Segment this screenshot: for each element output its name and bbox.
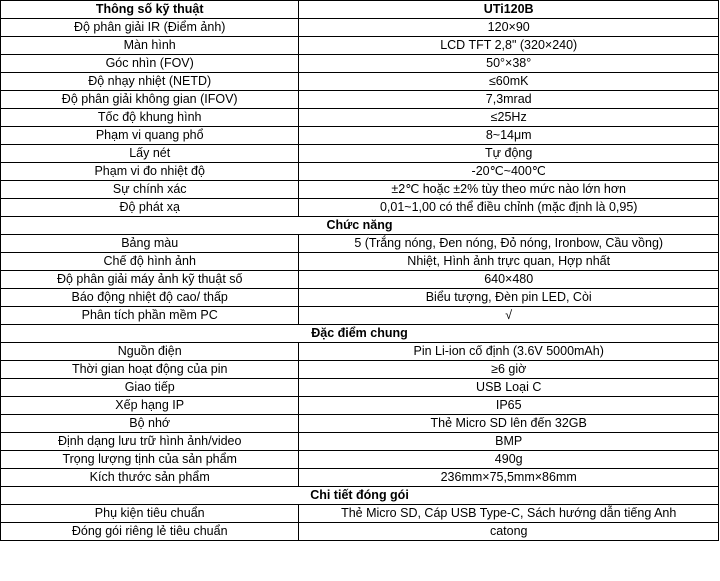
spec-value: 5 (Trắng nóng, Đen nóng, Đỏ nóng, Ironbow, Cầu vồng) xyxy=(299,235,719,253)
spec-label: Độ phân giải máy ảnh kỹ thuật số xyxy=(1,271,299,289)
header-model: UTi120B xyxy=(299,1,719,19)
spec-label: Màn hình xyxy=(1,37,299,55)
table-row xyxy=(1,451,719,469)
spec-value: 0,01~1,00 có thể điều chỉnh (mặc định là 0,95) xyxy=(299,199,719,217)
spec-label: Bảng màu xyxy=(1,235,299,253)
table-row xyxy=(1,37,719,55)
spec-label: Tốc độ khung hình xyxy=(1,109,299,127)
spec-value: 640×480 xyxy=(299,271,719,289)
spec-label: Định dạng lưu trữ hình ảnh/video xyxy=(1,433,299,451)
table-row xyxy=(1,235,719,253)
spec-label: Phạm vi quang phổ xyxy=(1,127,299,145)
table-row xyxy=(1,181,719,199)
spec-value: 490g xyxy=(299,451,719,469)
spec-value: ≤60mK xyxy=(299,73,719,91)
table-row xyxy=(1,19,719,37)
table-row xyxy=(1,505,719,523)
spec-value: BMP xyxy=(299,433,719,451)
section-title: Đặc điểm chung xyxy=(1,325,719,343)
spec-label: Giao tiếp xyxy=(1,379,299,397)
spec-label: Độ phân giải không gian (IFOV) xyxy=(1,91,299,109)
table-row xyxy=(1,307,719,325)
section-title: Chức năng xyxy=(1,217,719,235)
header-label: Thông số kỹ thuật xyxy=(1,1,299,19)
spec-value: 236mm×75,5mm×86mm xyxy=(299,469,719,487)
spec-value: Thẻ Micro SD, Cáp USB Type-C, Sách hướng dẫn tiếng Anh xyxy=(299,505,719,523)
spec-value: ≤25Hz xyxy=(299,109,719,127)
table-row xyxy=(1,361,719,379)
spec-value: 120×90 xyxy=(299,19,719,37)
spec-label: Đóng gói riêng lẻ tiêu chuẩn xyxy=(1,523,299,541)
spec-label: Thời gian hoạt động của pin xyxy=(1,361,299,379)
spec-label: Phụ kiện tiêu chuẩn xyxy=(1,505,299,523)
spec-label: Kích thước sản phẩm xyxy=(1,469,299,487)
section-header-row xyxy=(1,217,719,235)
spec-value: 8~14μm xyxy=(299,127,719,145)
table-row xyxy=(1,55,719,73)
section-title: Chi tiết đóng gói xyxy=(1,487,719,505)
spec-label: Phạm vi đo nhiệt độ xyxy=(1,163,299,181)
spec-value: 50°×38° xyxy=(299,55,719,73)
section-header-row xyxy=(1,325,719,343)
spec-value: ≥6 giờ xyxy=(299,361,719,379)
table-row xyxy=(1,397,719,415)
spec-label: Sự chính xác xyxy=(1,181,299,199)
table-row xyxy=(1,253,719,271)
table-row xyxy=(1,109,719,127)
spec-value: 7,3mrad xyxy=(299,91,719,109)
spec-label: Chế độ hình ảnh xyxy=(1,253,299,271)
spec-label: Độ phân giải IR (Điểm ảnh) xyxy=(1,19,299,37)
spec-label: Độ nhạy nhiệt (NETD) xyxy=(1,73,299,91)
spec-table-body xyxy=(1,1,719,541)
table-row xyxy=(1,379,719,397)
spec-label: Xếp hạng IP xyxy=(1,397,299,415)
table-row xyxy=(1,289,719,307)
spec-value: ±2℃ hoặc ±2% tùy theo mức nào lớn hơn xyxy=(299,181,719,199)
table-row xyxy=(1,73,719,91)
spec-value: Nhiệt, Hình ảnh trực quan, Hợp nhất xyxy=(299,253,719,271)
header-row xyxy=(1,1,719,19)
spec-label: Nguồn điện xyxy=(1,343,299,361)
spec-label: Góc nhìn (FOV) xyxy=(1,55,299,73)
spec-label: Độ phát xạ xyxy=(1,199,299,217)
table-row xyxy=(1,199,719,217)
spec-value: Pin Li-ion cố định (3.6V 5000mAh) xyxy=(299,343,719,361)
table-row xyxy=(1,433,719,451)
spec-value: LCD TFT 2,8" (320×240) xyxy=(299,37,719,55)
table-row xyxy=(1,271,719,289)
table-row xyxy=(1,91,719,109)
spec-value: catong xyxy=(299,523,719,541)
table-row xyxy=(1,343,719,361)
section-header-row xyxy=(1,487,719,505)
spec-value: IP65 xyxy=(299,397,719,415)
spec-value: Biểu tượng, Đèn pin LED, Còi xyxy=(299,289,719,307)
spec-label: Trọng lượng tịnh của sản phẩm xyxy=(1,451,299,469)
spec-label: Lấy nét xyxy=(1,145,299,163)
table-row xyxy=(1,469,719,487)
table-row xyxy=(1,415,719,433)
table-row xyxy=(1,145,719,163)
spec-value: Tự động xyxy=(299,145,719,163)
spec-label: Bộ nhớ xyxy=(1,415,299,433)
spec-value: √ xyxy=(299,307,719,325)
spec-label: Phân tích phần mềm PC xyxy=(1,307,299,325)
table-row xyxy=(1,127,719,145)
spec-value: Thẻ Micro SD lên đến 32GB xyxy=(299,415,719,433)
table-row xyxy=(1,163,719,181)
spec-value: -20℃~400℃ xyxy=(299,163,719,181)
spec-value: USB Loại C xyxy=(299,379,719,397)
spec-label: Báo động nhiệt độ cao/ thấp xyxy=(1,289,299,307)
table-row xyxy=(1,523,719,541)
